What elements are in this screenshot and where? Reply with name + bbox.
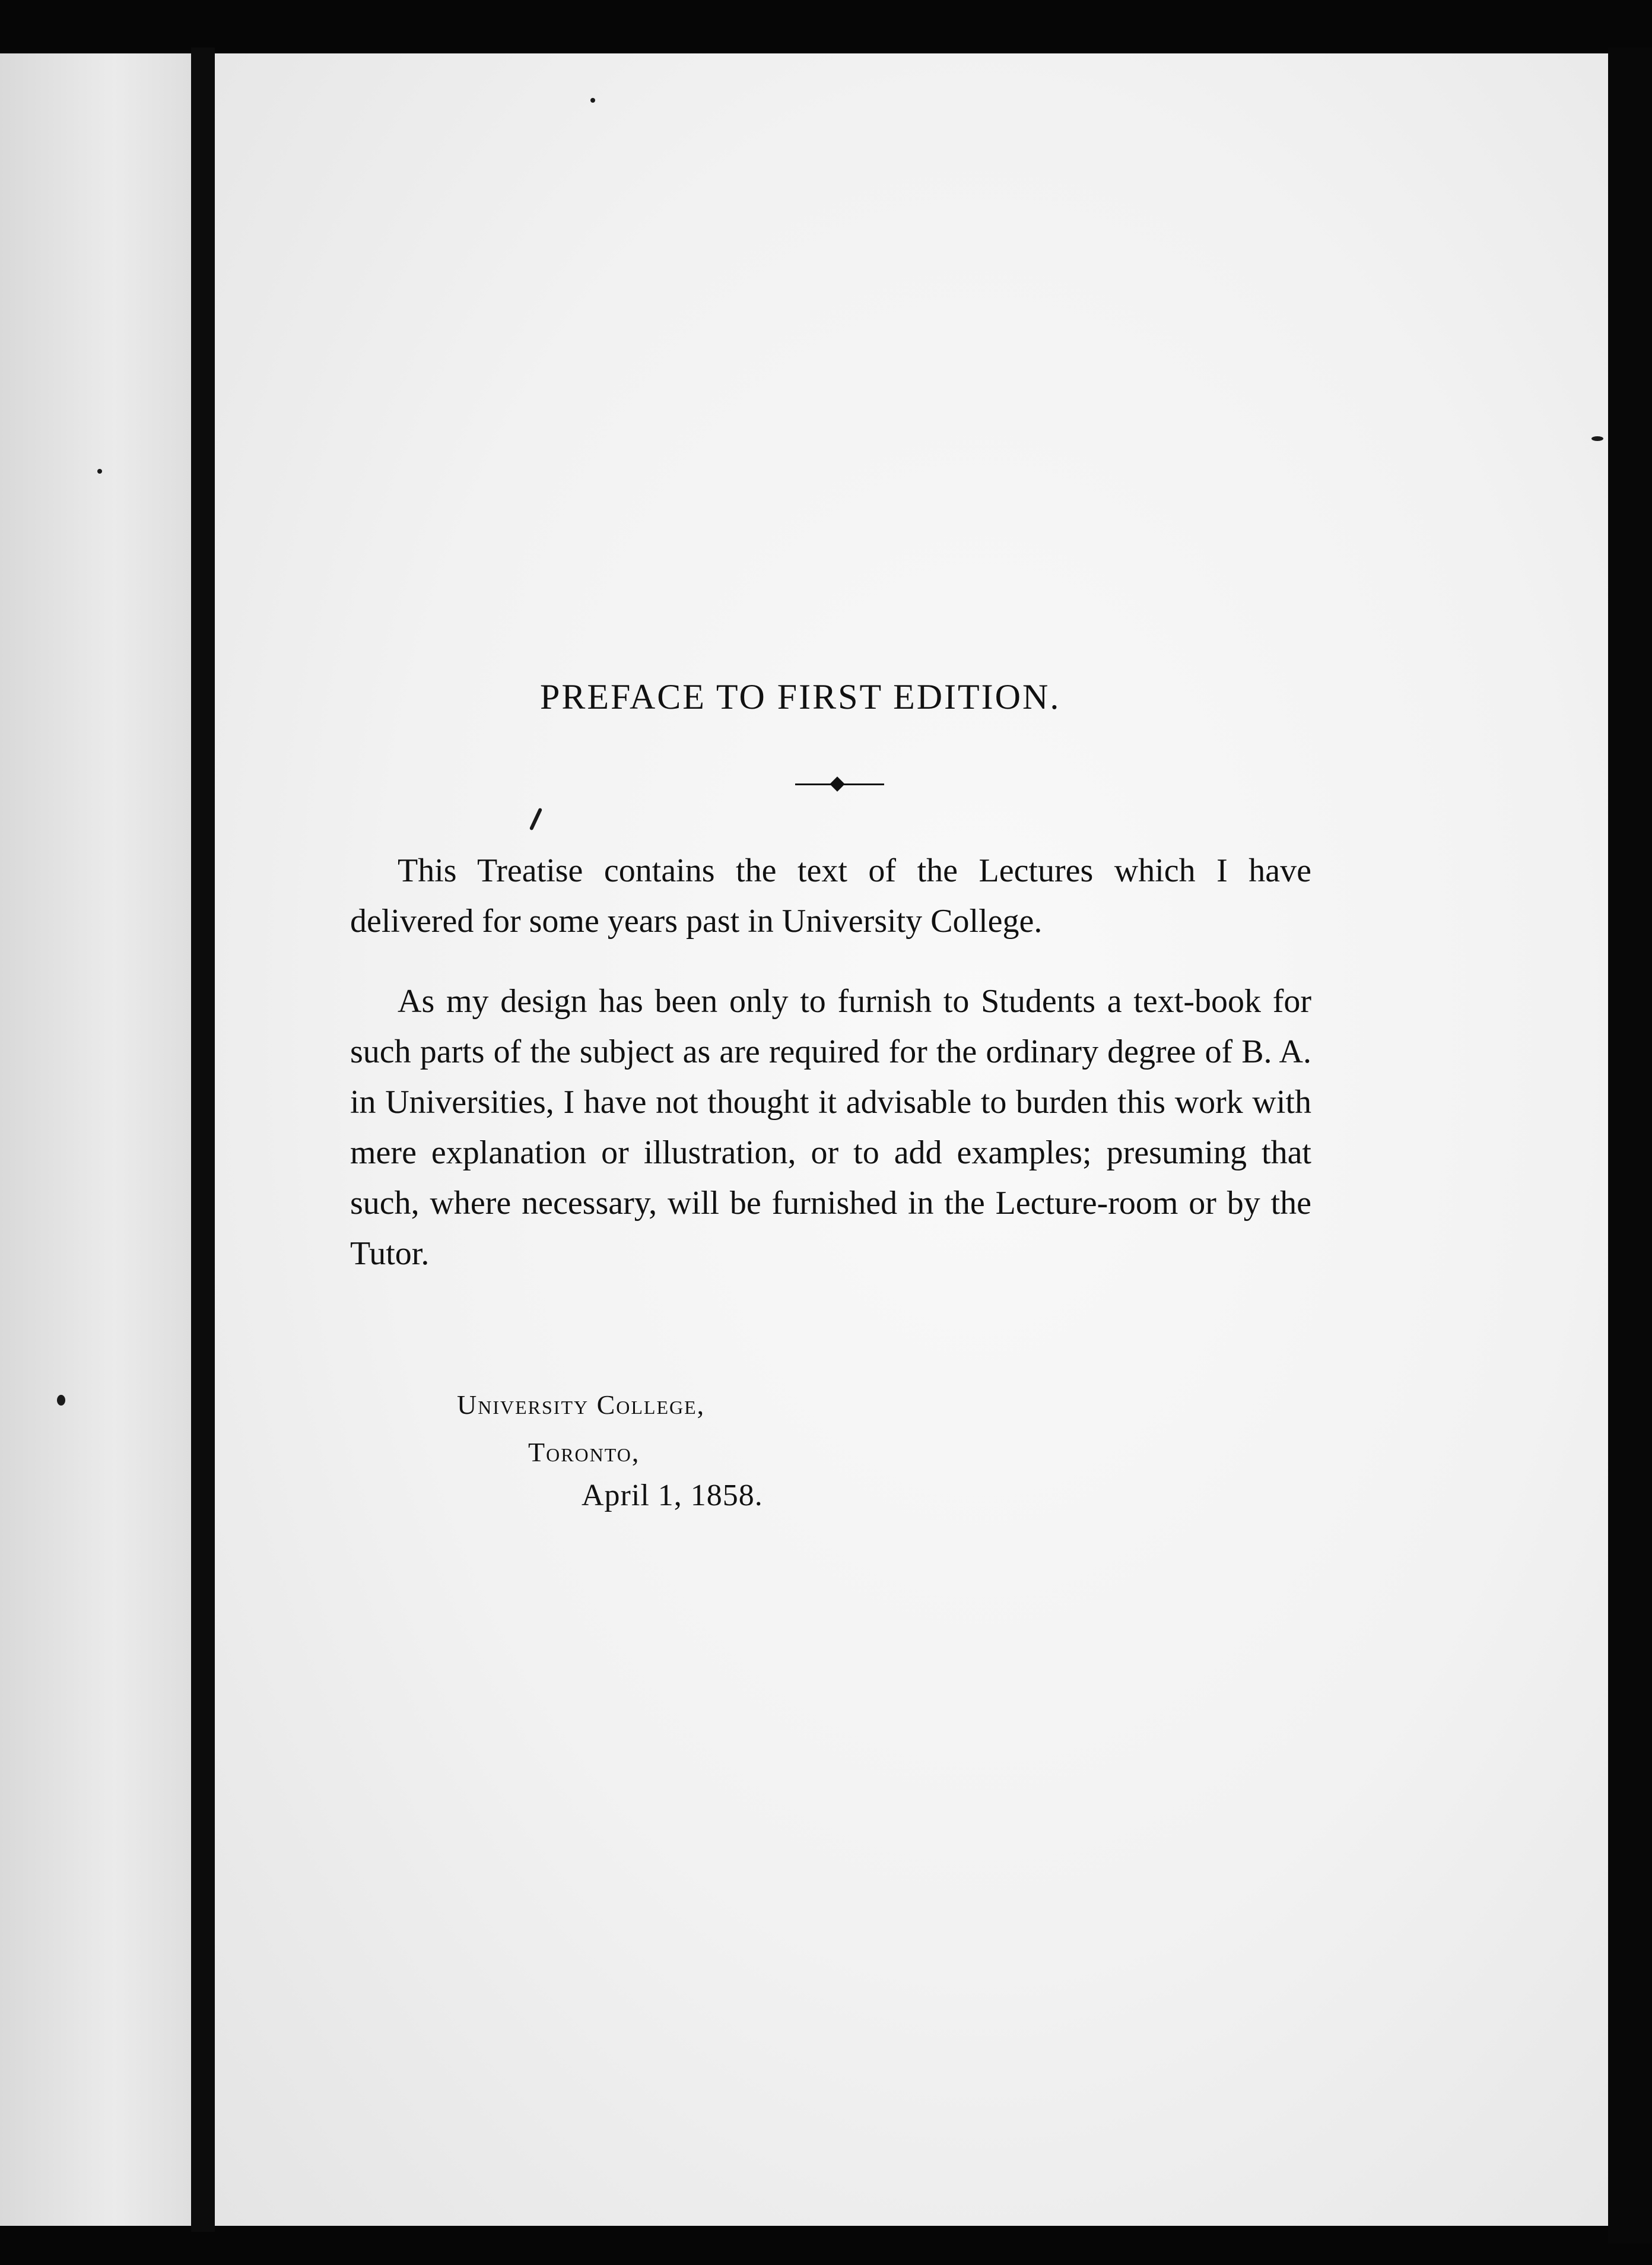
scan-speck (57, 1395, 65, 1406)
scan-border (1608, 47, 1652, 2244)
signature-date: April 1, 1858. (582, 1479, 763, 1512)
preface-paragraph-1: This Treatise contains the text of the Lectures which I have delivered for some years past in University College. (350, 852, 1311, 940)
preface-paragraph-2: As my design has been only to furnish to Students a text-book for such parts of the subject as are required for the ordinary degree of B. A. in Universities, I have not thought it advisable to burden this work with mere explanation or illustration, or to add examples; presuming that such, where necessary, will be furnished in the Lecture-room or by the Tutor. (350, 983, 1311, 1272)
left-page-edge (0, 53, 191, 2226)
page-title: PREFACE TO FIRST EDITION. (540, 677, 1061, 716)
scan-speck (1591, 436, 1603, 441)
scan-speck (590, 98, 595, 103)
signature-city: Toronto, (528, 1437, 640, 1467)
scan-speck (97, 469, 102, 474)
book-gutter (191, 47, 215, 2232)
signature-institution: University College, (457, 1390, 706, 1420)
